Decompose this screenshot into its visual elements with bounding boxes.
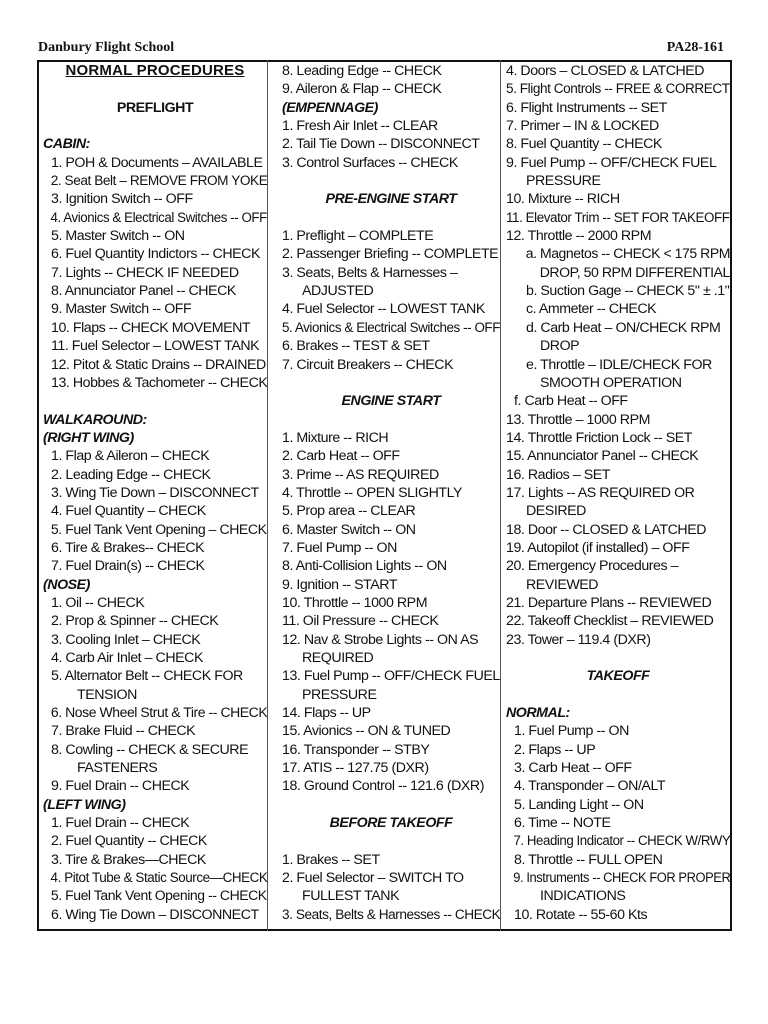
checklist-item: 10. Flaps -- CHECK MOVEMENT: [51, 319, 251, 336]
checklist-item: 3. Seats, Belts & Harnesses -- CHECK: [282, 906, 500, 923]
checklist-item: f. Carb Heat -- OFF: [514, 393, 628, 410]
checklist-item: 1. Flap & Aileron – CHECK: [51, 448, 210, 465]
checklist-item: d. Carb Heat – ON/CHECK RPM: [526, 319, 721, 336]
checklist-item: REQUIRED: [302, 650, 374, 666]
checklist-item: 6. Flight Instruments -- SET: [506, 99, 667, 116]
subsection-heading: (NOSE): [43, 576, 90, 593]
checklist-item: 3. Wing Tie Down – DISCONNECT: [51, 484, 259, 501]
checklist-item: 18. Door -- CLOSED & LATCHED: [506, 521, 707, 538]
checklist-item: 15. Avionics -- ON & TUNED: [282, 723, 451, 740]
section-heading: PRE-ENGINE START: [325, 191, 457, 208]
checklist-item: 13. Hobbes & Tachometer -- CHECK: [51, 374, 267, 391]
column-divider: [267, 60, 268, 931]
subsection-heading: NORMAL:: [506, 705, 570, 722]
checklist-item: 8. Cowling -- CHECK & SECURE: [51, 741, 249, 758]
checklist-item: 7. Fuel Pump -- ON: [282, 539, 397, 556]
checklist-item: 9. Instruments -- CHECK FOR PROPER: [513, 870, 730, 887]
checklist-item: 9. Fuel Drain -- CHECK: [51, 778, 190, 795]
checklist-item: 3. Tire & Brakes—CHECK: [51, 851, 206, 868]
column-divider: [500, 60, 501, 931]
subsection-heading: (LEFT WING): [43, 796, 126, 813]
checklist-item: 5. Prop area -- CLEAR: [282, 503, 416, 520]
checklist-item: 6. Master Switch -- ON: [282, 521, 416, 538]
checklist-item: 1. POH & Documents – AVAILABLE: [51, 154, 263, 171]
checklist-item: b. Suction Gage -- CHECK 5" ± .1": [526, 283, 730, 300]
checklist-item: c. Ammeter -- CHECK: [526, 301, 657, 318]
spacer: [43, 117, 267, 135]
checklist-item: 6. Brakes -- TEST & SET: [282, 338, 430, 355]
checklist-item: 1. Fuel Pump -- ON: [514, 723, 629, 740]
spacer: [282, 172, 500, 190]
checklist-item: 1. Mixture -- RICH: [282, 429, 389, 446]
checklist-item: PRESSURE: [302, 686, 377, 703]
checklist-item: 4. Fuel Selector -- LOWEST TANK: [282, 301, 485, 318]
checklist-item: SMOOTH OPERATION: [540, 374, 682, 391]
checklist-item: 3. Prime -- AS REQUIRED: [282, 466, 439, 483]
checklist-item: 3. Seats, Belts & Harnesses –: [282, 264, 458, 281]
checklist-item: 7. Fuel Drain(s) -- CHECK: [51, 558, 205, 575]
spacer: [282, 374, 500, 392]
checklist-item: 7. Lights -- CHECK IF NEEDED: [51, 264, 239, 281]
checklist-item: 6. Tire & Brakes-- CHECK: [51, 539, 205, 556]
column-2: [282, 62, 500, 1024]
checklist-item: 14. Flaps -- UP: [282, 705, 371, 722]
checklist-item: 7. Primer – IN & LOCKED: [506, 118, 659, 135]
checklist-item: 16. Radios – SET: [506, 466, 610, 483]
checklist-item: 9. Master Switch -- OFF: [51, 301, 192, 318]
subsection-heading: CABIN:: [43, 136, 90, 153]
checklist-item: 4. Fuel Quantity – CHECK: [51, 503, 206, 520]
checklist-item: 2. Carb Heat -- OFF: [282, 448, 400, 465]
spacer: [43, 80, 267, 98]
checklist-item: 2. Fuel Selector – SWITCH TO: [282, 870, 464, 887]
subsection-heading: (RIGHT WING): [43, 429, 134, 446]
checklist-item: 4. Transponder – ON/ALT: [514, 778, 666, 795]
checklist-item: 22. Takeoff Checklist – REVIEWED: [506, 613, 714, 630]
checklist-item: DROP, 50 RPM DIFFERENTIAL: [539, 264, 730, 281]
checklist-item: 1. Brakes -- SET: [282, 851, 380, 868]
checklist-item: 9. Ignition -- START: [282, 576, 398, 593]
checklist-item: 2. Seat Belt – REMOVE FROM YOKE: [50, 173, 267, 190]
checklist-item: 17. Lights -- AS REQUIRED OR: [506, 484, 695, 501]
section-heading: BEFORE TAKEOFF: [329, 815, 453, 832]
checklist-item: 2. Passenger Briefing -- COMPLETE: [282, 246, 499, 263]
checklist-item: 3. Ignition Switch -- OFF: [51, 191, 193, 208]
checklist-item: 8. Throttle -- FULL OPEN: [514, 851, 663, 868]
checklist-item: 18. Ground Control -- 121.6 (DXR): [282, 778, 484, 795]
checklist-item: FASTENERS: [77, 760, 158, 777]
checklist-item: 5. Landing Light -- ON: [514, 796, 644, 813]
checklist-item: 4. Pitot Tube & Static Source—CHECK: [50, 870, 267, 887]
section-heading: ENGINE START: [341, 393, 441, 410]
checklist-item: 17. ATIS -- 127.75 (DXR): [282, 760, 429, 777]
checklist-item: 7. Brake Fluid -- CHECK: [51, 723, 196, 740]
checklist-item: 10. Throttle -- 1000 RPM: [282, 594, 428, 611]
checklist-item: 8. Annunciator Panel -- CHECK: [51, 283, 236, 300]
checklist-item: 12. Pitot & Static Drains -- DRAINED: [51, 356, 266, 373]
column-1: [43, 62, 267, 1024]
checklist-item: 11. Fuel Selector – LOWEST TANK: [51, 338, 260, 355]
spacer: [506, 686, 730, 704]
checklist-item: 11. Elevator Trim -- SET FOR TAKEOFF: [506, 209, 730, 226]
checklist-item: 4. Avionics & Electrical Switches -- OFF: [50, 209, 267, 226]
checklist-item: 2. Prop & Spinner -- CHECK: [51, 613, 219, 630]
checklist-item: 21. Departure Plans -- REVIEWED: [506, 594, 712, 611]
checklist-item: PRESSURE: [526, 173, 601, 190]
checklist-item: 6. Time -- NOTE: [514, 815, 611, 832]
checklist-item: 1. Fresh Air Inlet -- CLEAR: [282, 118, 438, 135]
checklist-item: 23. Tower – 119.4 (DXR): [506, 631, 651, 648]
checklist-item: ADJUSTED: [302, 283, 374, 300]
checklist-item: 5. Avionics & Electrical Switches -- OFF: [282, 319, 500, 336]
subsection-heading: (EMPENNAGE): [282, 99, 378, 116]
checklist-item: 1. Oil -- CHECK: [51, 594, 145, 611]
checklist-item: 10. Mixture -- RICH: [506, 191, 620, 208]
checklist-item: a. Magnetos -- CHECK < 175 RPM: [525, 246, 730, 263]
section-heading: TAKEOFF: [586, 668, 650, 685]
checklist-item: 2. Tail Tie Down -- DISCONNECT: [282, 136, 480, 153]
checklist-item: 5. Flight Controls -- FREE & CORRECT: [506, 81, 730, 98]
section-heading: PREFLIGHT: [116, 99, 194, 116]
checklist-item: 8. Leading Edge -- CHECK: [282, 63, 442, 79]
checklist-item: 15. Annunciator Panel -- CHECK: [506, 448, 699, 465]
checklist-item: 6. Wing Tie Down – DISCONNECT: [51, 906, 259, 923]
checklist-item: 19. Autopilot (if installed) – OFF: [506, 539, 690, 556]
checklist-item: 12. Nav & Strobe Lights -- ON AS: [282, 631, 479, 648]
checklist-item: 12. Throttle -- 2000 RPM: [506, 228, 652, 245]
spacer: [282, 209, 500, 227]
checklist-item: 10. Rotate -- 55-60 Kts: [514, 906, 648, 923]
checklist-item: 4. Throttle -- OPEN SLIGHTLY: [282, 484, 463, 501]
checklist-item: 9. Fuel Pump -- OFF/CHECK FUEL: [506, 154, 717, 171]
checklist-item: 1. Fuel Drain -- CHECK: [51, 815, 190, 832]
checklist-item: 7. Circuit Breakers -- CHECK: [282, 356, 454, 373]
checklist-item: 2. Flaps -- UP: [514, 741, 596, 758]
checklist-item: 5. Master Switch -- ON: [51, 228, 185, 245]
aircraft-model: PA28-161: [666, 40, 724, 55]
checklist-item: 8. Anti-Collision Lights -- ON: [282, 558, 447, 575]
subsection-heading: WALKAROUND:: [43, 411, 147, 428]
spacer: [282, 411, 500, 429]
checklist-item: DROP: [540, 338, 580, 355]
school-name: Danbury Flight School: [38, 40, 175, 55]
checklist-item: 20. Emergency Procedures –: [506, 558, 679, 575]
page-header: [38, 40, 724, 60]
checklist-item: 14. Throttle Friction Lock -- SET: [506, 429, 692, 446]
checklist-item: 13. Fuel Pump -- OFF/CHECK FUEL: [282, 668, 500, 685]
checklist-item: 3. Control Surfaces -- CHECK: [282, 154, 458, 171]
checklist-item: DESIRED: [526, 503, 586, 520]
checklist-item: 4. Carb Air Inlet – CHECK: [51, 650, 203, 666]
checklist-item: 8. Fuel Quantity -- CHECK: [506, 136, 662, 153]
checklist-item: 2. Fuel Quantity -- CHECK: [51, 833, 207, 850]
checklist-item: e. Throttle – IDLE/CHECK FOR: [526, 356, 712, 373]
checklist-item: 1. Preflight – COMPLETE: [282, 228, 434, 245]
column-3: [506, 62, 730, 1024]
page-title: NORMAL PROCEDURES: [65, 62, 245, 79]
checklist-item: FULLEST TANK: [302, 888, 400, 905]
checklist-item: 16. Transponder -- STBY: [282, 741, 430, 758]
checklist-item: 11. Oil Pressure -- CHECK: [282, 613, 439, 630]
checklist-item: 3. Cooling Inlet – CHECK: [51, 631, 201, 648]
checklist-item: 6. Fuel Quantity Indictors -- CHECK: [51, 246, 260, 263]
checklist-item: TENSION: [77, 686, 137, 703]
checklist-item: 5. Alternator Belt -- CHECK FOR: [51, 668, 243, 685]
checklist-item: 2. Leading Edge -- CHECK: [51, 466, 211, 483]
checklist-item: 7. Heading Indicator -- CHECK W/RWY: [513, 833, 730, 850]
checklist-item: INDICATIONS: [540, 888, 626, 905]
checklist-item: 4. Doors – CLOSED & LATCHED: [506, 63, 705, 79]
spacer: [43, 392, 267, 410]
checklist-item: 13. Throttle – 1000 RPM: [506, 411, 650, 428]
spacer: [282, 832, 500, 850]
checklist-item: 9. Aileron & Flap -- CHECK: [282, 81, 442, 98]
spacer: [506, 649, 730, 667]
checklist-item: REVIEWED: [526, 576, 599, 593]
checklist-item: 6. Nose Wheel Strut & Tire -- CHECK: [50, 705, 267, 722]
checklist-item: 5. Fuel Tank Vent Opening -- CHECK: [50, 888, 267, 905]
checklist-item: 3. Carb Heat -- OFF: [514, 760, 632, 777]
checklist-item: 5. Fuel Tank Vent Opening – CHECK: [50, 521, 267, 538]
spacer: [282, 796, 500, 814]
